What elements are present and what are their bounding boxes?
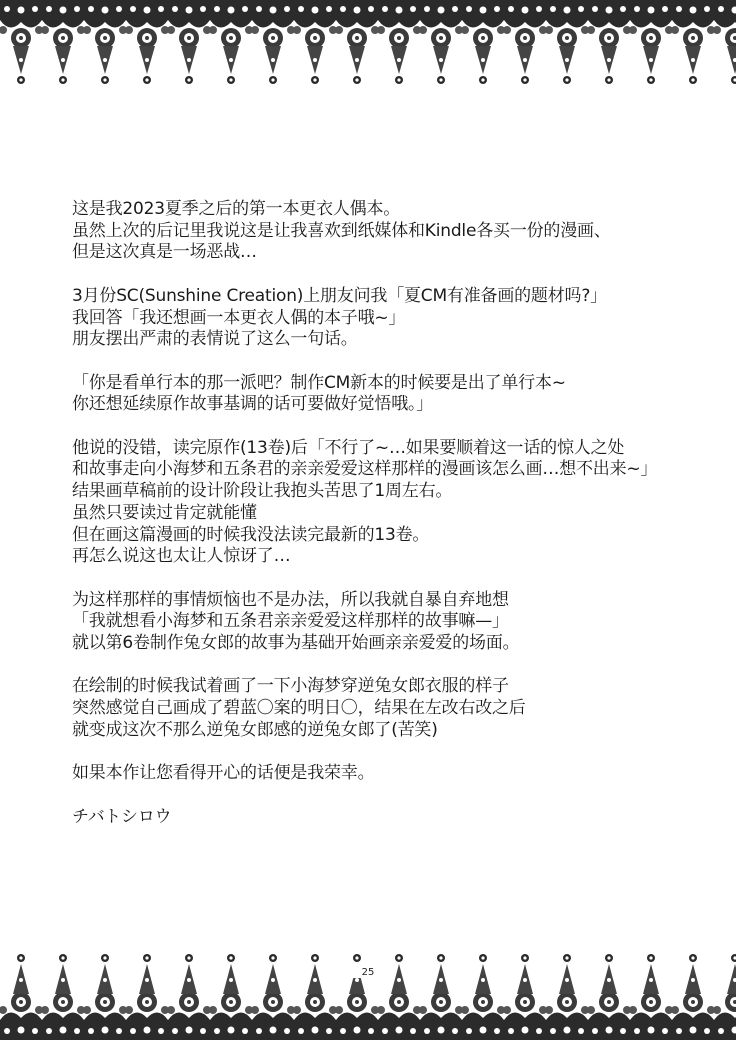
text-line: 但在画这篇漫画的时候我没法读完最新的13卷。 [72, 524, 430, 545]
paragraph [72, 590, 692, 655]
text-line: 「我就想看小海梦和五条君亲亲爱爱这样那样的故事嘛—」 [72, 611, 509, 632]
text-line: 3月份SC(Sunshine Creation)上朋友问我「夏CM有准备画的题材吗?」 [72, 285, 607, 306]
paragraph [72, 286, 692, 351]
text-line: 为这样那样的事情烦恼也不是办法，所以我就自暴自弃地想 [72, 589, 509, 610]
text-line: 突然感觉自己画成了碧蓝〇案的明日〇，结果在左改右改之后 [72, 698, 526, 719]
text-line: 和故事走向小海梦和五条君的亲亲爱爱这样那样的漫画该怎么画…想不出来~」 [72, 459, 658, 480]
text-line: 再怎么说这也太让人惊讶了… [72, 546, 291, 567]
text-line: 「你是看单行本的那一派吧？制作CM新本的时候要是出了单行本~ [72, 372, 566, 393]
page-number: 25 [361, 967, 375, 978]
afterword-text [72, 199, 692, 850]
paragraph [72, 199, 692, 264]
text-line: 我回答「我还想画一本更衣人偶的本子哦~」 [72, 307, 406, 328]
text-line: 就变成这次不那么逆兔女郎感的逆兔女郎了(苦笑) [72, 719, 438, 740]
text-line: 这是我2023夏季之后的第一本更衣人偶本。 [72, 199, 401, 219]
text-line: 结果画草稿前的设计阶段让我抱头苦思了1周左右。 [72, 481, 453, 502]
paragraph [72, 763, 692, 785]
text-line: 就以第6卷制作兔女郎的故事为基础开始画亲亲爱爱的场面。 [72, 633, 520, 653]
text-line: 如果本作让您看得开心的话便是我荣幸。 [72, 763, 375, 784]
text-line: 你还想延续原作故事基调的话可要做好觉悟哦。」 [72, 394, 434, 415]
text-line: 但是这次真是一场恶战… [72, 242, 257, 263]
paragraph [72, 438, 692, 568]
author-signature [72, 807, 692, 829]
text-line: 他说的没错，读完原作(13卷)后「不行了~…如果要顺着这一话的惊人之处 [72, 437, 625, 458]
paragraph [72, 676, 692, 741]
signature-text: チバトシロウ [72, 806, 172, 827]
top-lace-border [0, 0, 736, 92]
text-line: 虽然上次的后记里我说这是让我喜欢到纸媒体和Kindle各买一份的漫画、 [72, 220, 611, 241]
bottom-lace-border [0, 946, 736, 1040]
text-line: 朋友摆出严肃的表情说了这么一句话。 [72, 329, 358, 350]
paragraph [72, 373, 692, 416]
text-line: 在绘制的时候我试着画了一下小海梦穿逆兔女郎衣服的样子 [72, 676, 509, 697]
text-line: 虽然只要读过肯定就能懂 [72, 502, 257, 523]
